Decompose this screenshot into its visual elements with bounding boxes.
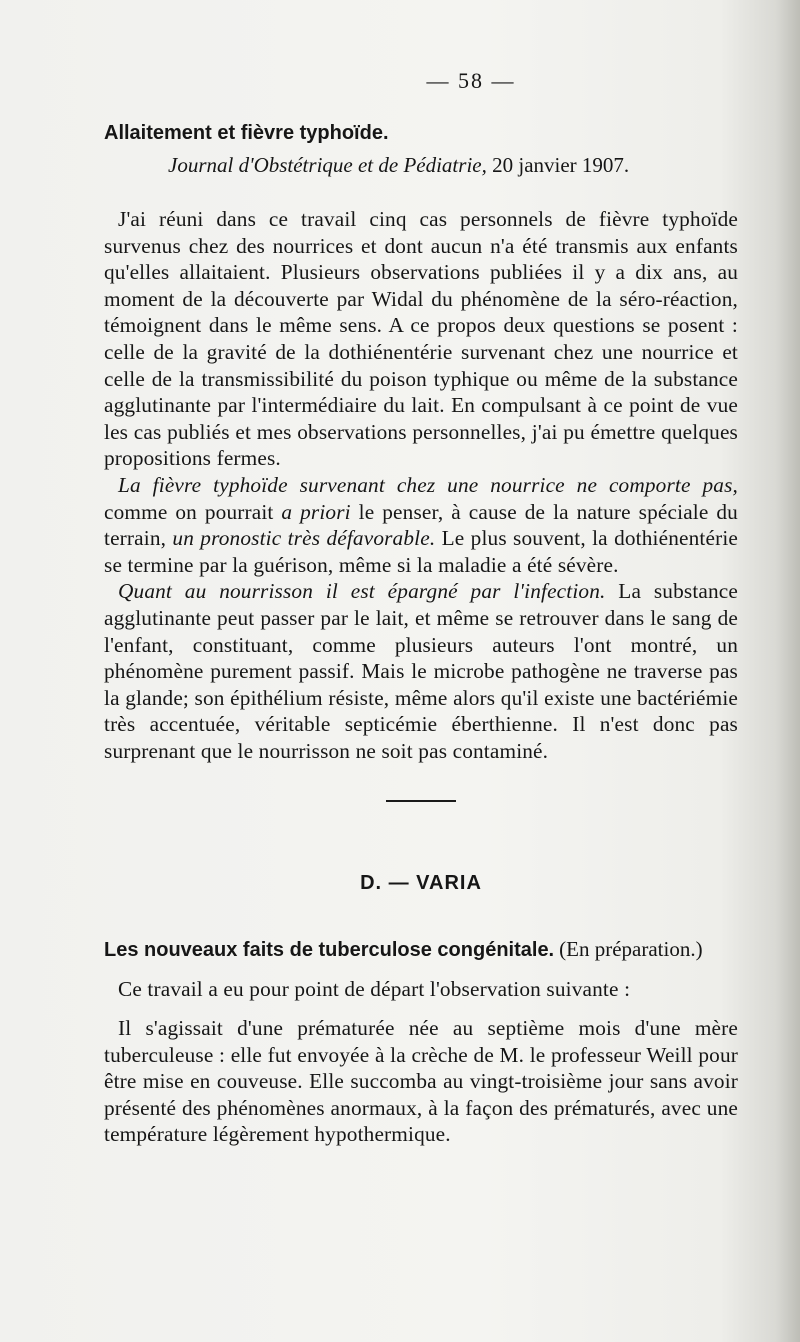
paragraph-3 [104,578,738,764]
source-date: 20 janvier 1907. [492,153,630,177]
source-journal: Journal d'Obstétrique et de Pédiatrie, [168,153,487,177]
paragraph-2-lead: La fièvre typhoïde survenant chez une nourrice ne comporte pas, [118,472,738,497]
paragraph-3-lead: Quant au nourrisson il est épargné par l'infection. [118,579,606,604]
article-source [168,150,738,180]
paragraph-2-text-3: Le plus souvent, la dothiénentérie se termine par la guérison, même si la maladie a été sévère. [104,526,738,577]
paragraph-2-text-2: le penser, à cause de la nature spéciale du terrain, [104,499,738,551]
article-title-allaitement: Allaitement et fièvre typhoïde. [104,122,389,144]
section-heading-varia: D. — VARIA [360,872,482,895]
section-divider [386,800,456,802]
paragraph-2-text-1: comme on pourrait [104,499,282,524]
paragraph-5: Il s'agissait d'une prématurée née au septième mois d'une mère tuberculeuse : elle fut envoyée à la crèche de M. le professeur Weill pour être mise en couveuse. Elle succomba au vingt-troisième jour sans avoir présenté des phénomènes anormaux, à la façon des prématurés, avec une température légèrement hypothermique. [104,1016,738,1147]
paragraph-2-italic-2: un pronostic très défavorable. [172,526,436,551]
paragraph-4: Ce travail a eu pour point de départ l'observation suivante : [118,977,631,1002]
article-title-tuberculose [104,935,738,964]
article-2-title: Les nouveaux faits de tuberculose congénitale. [104,939,555,962]
paragraph-2 [104,472,738,578]
paragraph-2-italic-1: a priori [281,499,351,524]
paragraph-3-text: La substance agglutinante peut passer par le lait, et même se retrouver dans le sang de l'enfant, constituant, comme plusieurs auteurs l'ont montré, un phénomène purement passif. Mais le microbe pathogène ne traverse pas la glande; son épithélium résiste, même alors qu'il existe une bactériémie très accentuée, véritable septicémie éberthienne. Il n'est donc pas surprenant que le nourrisson ne soit pas contaminé. [104,579,739,763]
page-content [104,60,738,1148]
article-2-note: (En préparation.) [559,937,703,962]
page-number: — 58 — [426,68,516,93]
paragraph-1: J'ai réuni dans ce travail cinq cas personnels de fièvre typhoïde survenus chez des nourrices et dont aucun n'a été transmis aux enfants qu'elles allaitaient. Plusieurs observations publiées il y a dix ans, au moment de la découverte par Widal du phénomène de la séro-réaction, témoignent dans le même sens. A ce propos deux questions se posent : celle de la gravité de la dothiénentérie survenant chez une nourrice et celle de la transmissibilité du poison typhique ou même de la substance agglutinante par l'intermédiaire du lait. En compulsant à ce point de vue les cas publiés et mes observations personnelles, j'ai pu émettre quelques propositions fermes. [104,207,738,471]
